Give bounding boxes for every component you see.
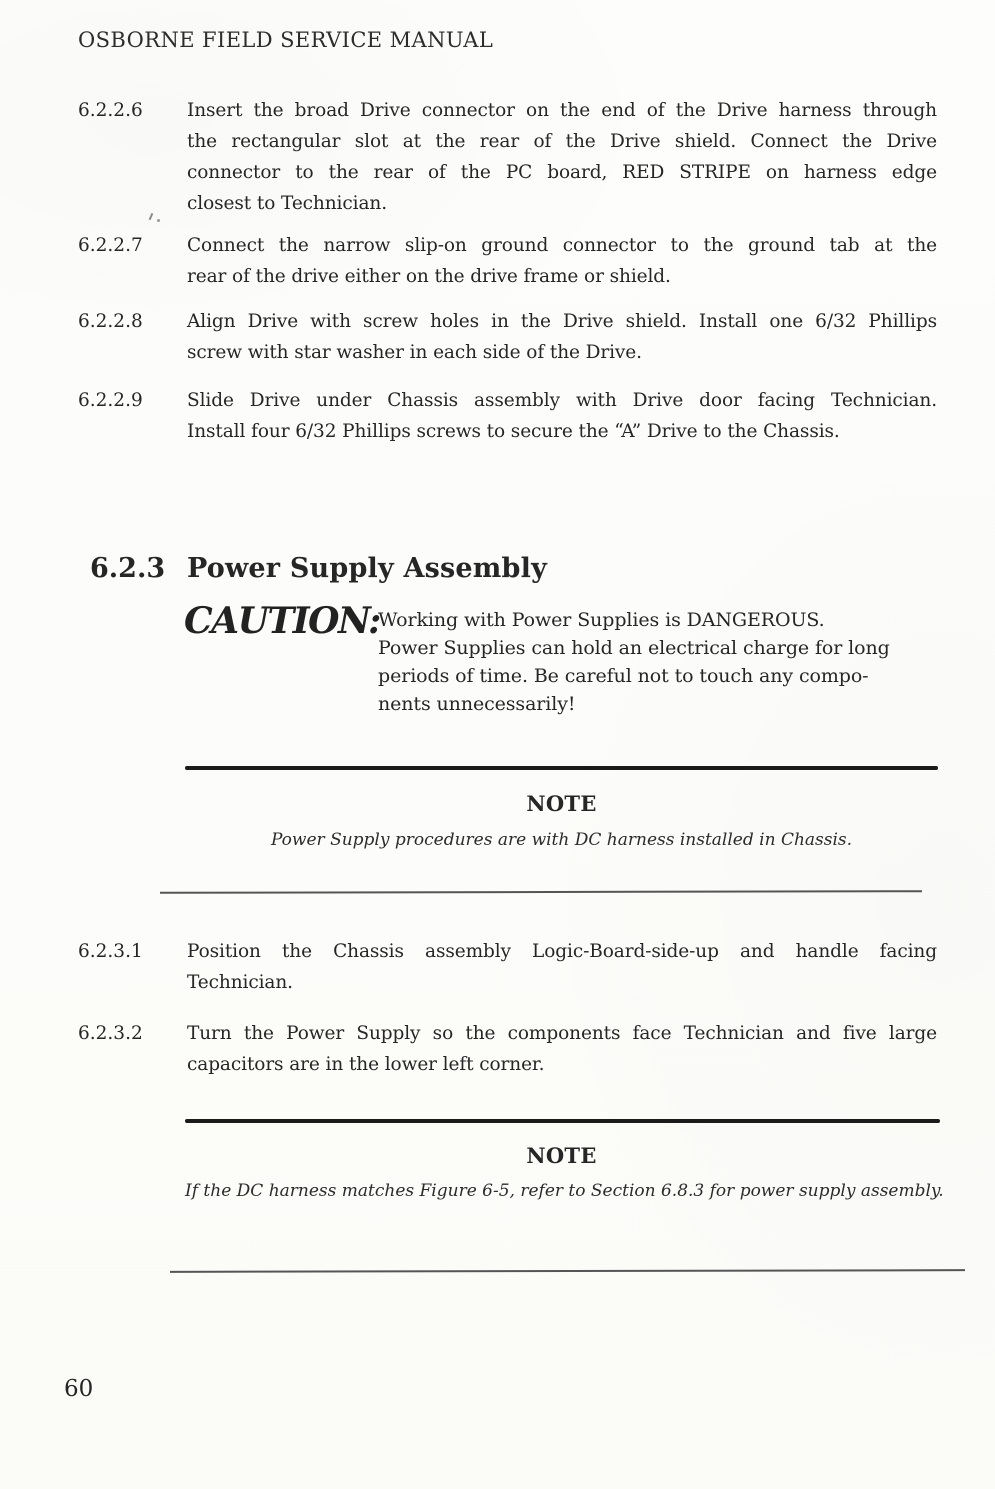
note2-rule-top (185, 1119, 940, 1123)
section-title: Power Supply Assembly (187, 553, 547, 584)
note2-label: NOTE (526, 1143, 597, 1168)
page-number: 60 (64, 1376, 94, 1402)
step-text: Insert the broad Drive connector on the end of the Drive harness through the rectangular slot at the rear of the Drive shield. Connect the Drive connector to the rear of the PC board, RED STRIPE on harness edge closest to Technician. (187, 100, 937, 214)
note1-rule-top (185, 766, 938, 770)
step-number: 6.2.3.1 (78, 941, 143, 962)
caution-label: CAUTION: (184, 600, 380, 642)
note1-label: NOTE (526, 791, 597, 816)
step-text: Position the Chassis assembly Logic-Board-side-up and handle facing Technician. (187, 941, 937, 993)
pencil-mark-artifact (148, 212, 162, 226)
step-text: Slide Drive under Chassis assembly with Drive door facing Technician. Install four 6/32 Phillips screws to secure the “A” Drive to the Chassis. (187, 390, 937, 442)
step-number: 6.2.2.8 (78, 311, 143, 332)
note2-rule-bottom (170, 1269, 965, 1273)
note1-rule-bottom (160, 890, 922, 894)
page-header: OSBORNE FIELD SERVICE MANUAL (78, 28, 494, 52)
step-number: 6.2.2.6 (78, 100, 143, 121)
step-number: 6.2.2.7 (78, 235, 143, 256)
step-number: 6.2.2.9 (78, 390, 143, 411)
step-number: 6.2.3.2 (78, 1023, 143, 1044)
caution-text: Working with Power Supplies is DANGEROUS. Power Supplies can hold an electrical charge for long periods of time. Be careful not to touch any compo- nents unnecessarily! (378, 609, 890, 715)
step-text: Align Drive with screw holes in the Drive shield. Install one 6/32 Phillips screw with star washer in each side of the Drive. (187, 311, 937, 363)
section-number: 6.2.3 (90, 553, 166, 584)
note1-text: Power Supply procedures are with DC harness installed in Chassis. (270, 830, 853, 850)
step-text: Connect the narrow slip-on ground connector to the ground tab at the rear of the drive either on the drive frame or shield. (187, 235, 937, 287)
note2-text: If the DC harness matches Figure 6-5, refer to Section 6.8.3 for power supply assembly. (185, 1181, 944, 1201)
step-text: Turn the Power Supply so the components face Technician and five large capacitors are in the lower left corner. (187, 1023, 937, 1075)
